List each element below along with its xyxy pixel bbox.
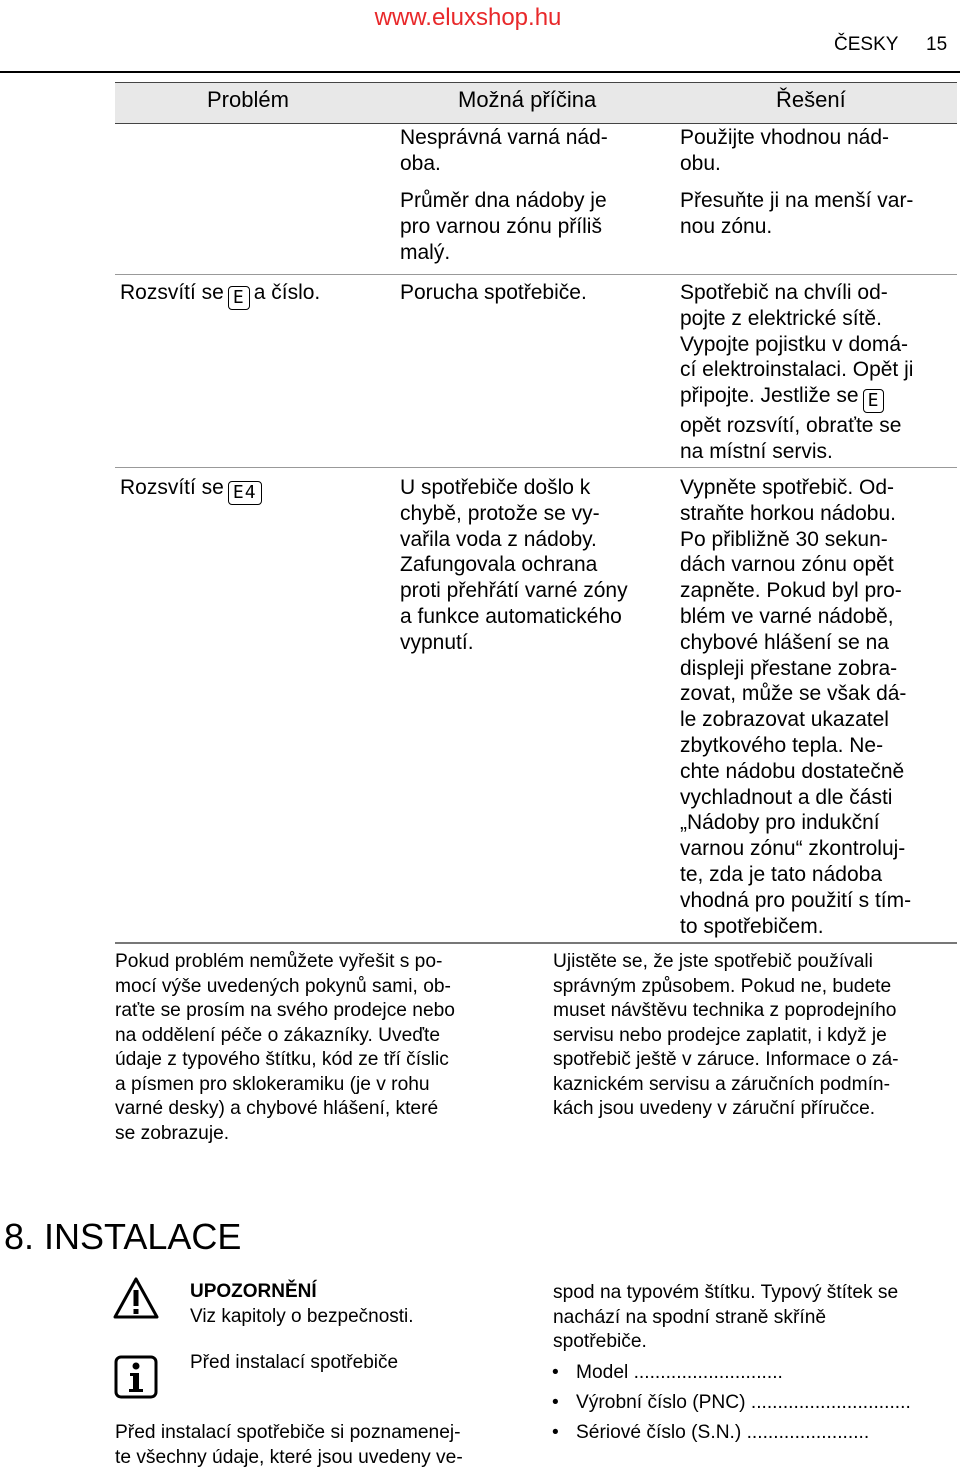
warning-triangle-icon [112,1276,160,1320]
info-icon [114,1355,158,1399]
support-paragraph-right: Ujistěte se, že jste spotřebič používali správným způsobem. Pokud ne, budete muset návštěvu technika z poprodejního servisu nebo prodejce zaplatit, i když je spotřebič ještě v záruce. Informace o zá- kaznickém servisu a záručních podmín- kách jsou uvedeny v záruční příručce. [553,951,899,1119]
table-cell-solution: Přesuňte ji na menší var- nou zónu. [680,189,914,238]
warning-title: UPOZORNĚNÍ [190,1281,317,1302]
table-cell-cause: Nesprávná varná nád- oba. [400,126,608,175]
section-heading [4,1216,241,1258]
problem-text: Rozsvítí se [120,476,224,499]
row-divider [115,467,957,468]
table-cell-solution [680,280,958,465]
installation-body-right: spod na typovém štítku. Typový štítek se nachází na spodní straně skříně spotřebiče. [553,1282,899,1352]
problem-text-suffix: a číslo. [253,281,321,304]
warning-text: Viz kapitoly o bezpečnosti. [190,1306,414,1327]
installation-body-left: Před instalací spotřebiče si poznamenej- te všechny údaje, které jsou uvedeny ve- [115,1422,463,1468]
section-title: INSTALACE [44,1216,242,1257]
column-header-cause: Možná příčina [458,87,597,112]
support-paragraph-left: Pokud problém nemůžete vyřešit s po- mocí výše uvedených pokynů sami, ob- raťte se prosím na svého prodejce nebo na oddělení péče o zákazníky. Uveďte údaje z typového štítku, kód ze tří číslic a písmen pro sklokeramiku (je v rohu varné desky) a chybové hlášení, které se zobrazuje. [115,951,455,1144]
table-cell-problem [120,475,390,505]
site-url[interactable]: www.eluxshop.hu [374,4,562,31]
table-cell-cause: Porucha spotřebiče. [400,281,587,304]
solution-text-continued: opět rozsvítí, obraťte se na místní servis. [680,414,902,463]
header-rule [0,71,960,73]
table-cell-problem [120,280,390,310]
list-item: • Sériové číslo (S.N.) ....................... [552,1418,911,1448]
column-header-solution: Řešení [776,87,846,112]
error-code-display: E4 [228,481,262,505]
table-cell-cause: U spotřebiče došlo k chybě, protože se vy- vařila voda z nádoby. Zafungovala ochrana proti přehřátí varné zóny a funkce automatického vypnutí. [400,476,628,654]
problem-text: Rozsvítí se [120,281,224,304]
column-header-problem: Problém [207,87,289,112]
list-item: • Výrobní číslo (PNC) .............................. [552,1388,911,1418]
info-text: Před instalací spotřebiče [190,1352,399,1373]
table-bottom-rule [115,942,957,944]
table-header [115,82,957,124]
row-divider [115,274,957,275]
table-cell-solution: Použijte vhodnou nád- obu. [680,126,889,175]
rating-plate-list [552,1358,911,1448]
solution-text: Spotřebič na chvíli od- pojte z elektrické sítě. Vypojte pojistku v domá- cí elektroinstalaci. Opět ji připojte. Jestliže se [680,281,914,408]
page-number: 15 [926,34,948,55]
language-label: ČESKY [834,34,899,55]
list-item: • Model ............................ [552,1358,911,1388]
table-cell-solution: Vypněte spotřebič. Od- straňte horkou nádobu. Po přibližně 30 sekun- dách varnou zónu opět zapněte. Pokud byl pro- blém ve varné nádobě, chybové hlášení se na displeji přestane zobra- zovat, může se však dá- le zobrazovat ukazatel zbytkového tepla. Ne- chte nádobu dostatečně vychladnout a dle části „Nádoby pro indukční varnou zónu“ zkontroluj- te, zda je tato nádoba vhodná pro použití s tím- to spotřebičem. [680,476,912,938]
table-cell-cause: Průměr dna nádoby je pro varnou zónu příliš malý. [400,189,607,264]
error-code-display: E [228,286,250,310]
error-code-display: E [863,389,885,413]
section-number: 8. [4,1216,35,1257]
